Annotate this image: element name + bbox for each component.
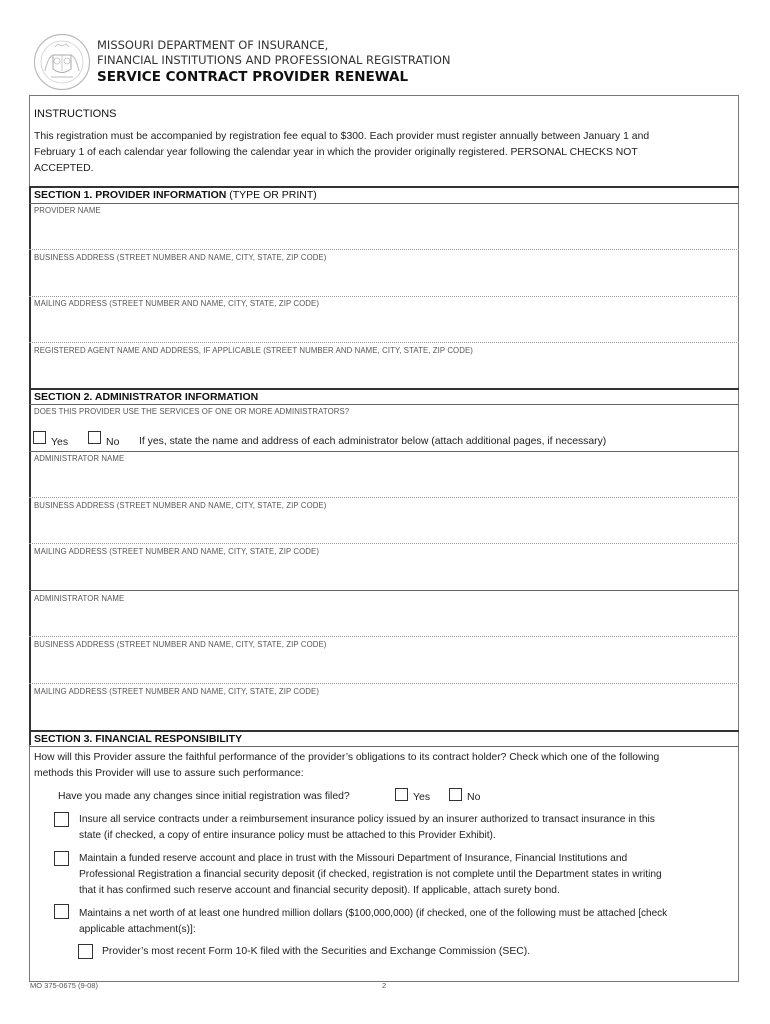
divider <box>29 746 739 747</box>
changes-no-checkbox[interactable] <box>449 788 462 801</box>
divider <box>29 451 739 452</box>
divider <box>29 590 739 591</box>
option2-line-1: Maintain a funded reserve account and place in trust with the Missouri Department of Insurance, Financial Institutions and <box>79 853 628 864</box>
divider <box>29 342 739 343</box>
divider <box>29 249 739 250</box>
changes-question: Have you made any changes since initial registration was filed? <box>58 791 350 802</box>
admin2-name-label: ADMINISTRATOR NAME <box>34 594 125 603</box>
reimbursement-insurance-checkbox[interactable] <box>54 812 69 827</box>
net-worth-checkbox[interactable] <box>54 904 69 919</box>
divider <box>29 296 739 297</box>
division-name: FINANCIAL INSTITUTIONS AND PROFESSIONAL REGISTRATION <box>97 53 451 67</box>
option2-line-2: Professional Registration a financial security deposit (if checked, registration is not complete until the Department states in writing <box>79 869 662 880</box>
form-10k-label: Provider’s most recent Form 10-K filed with the Securities and Exchange Commission (SEC). <box>102 946 531 957</box>
administrators-question: DOES THIS PROVIDER USE THE SERVICES OF ONE OR MORE ADMINISTRATORS? <box>34 407 350 416</box>
section2-left-rule <box>29 388 31 730</box>
divider <box>29 203 739 204</box>
section3-rule <box>29 730 739 732</box>
reimbursement-insurance-option <box>79 812 736 844</box>
section2-heading: SECTION 2. ADMINISTRATOR INFORMATION <box>34 391 259 403</box>
administrators-no-label: No <box>106 436 120 448</box>
form-frame <box>29 95 739 982</box>
divider <box>29 543 739 544</box>
page-number: 2 <box>382 981 387 990</box>
divider <box>29 404 739 405</box>
admin1-business-label: BUSINESS ADDRESS (STREET NUMBER AND NAME, CITY, STATE, ZIP CODE) <box>34 501 327 510</box>
section1-rule <box>29 186 739 188</box>
section3-intro-line-2: methods this Provider will use to assure such performance: <box>34 768 304 779</box>
administrators-no-checkbox[interactable] <box>88 431 101 444</box>
changes-yes-checkbox[interactable] <box>395 788 408 801</box>
admin1-name-label: ADMINISTRATOR NAME <box>34 454 125 463</box>
admin2-business-label: BUSINESS ADDRESS (STREET NUMBER AND NAME, CITY, STATE, ZIP CODE) <box>34 640 327 649</box>
instructions-line-2: February 1 of each calendar year following the calendar year in which the provider originally registered. PERSONAL CHECKS NOT <box>34 147 638 158</box>
option3-line-2: applicable attachment(s)]: <box>79 924 196 935</box>
form-number: MO 375-0675 (9-08) <box>30 981 98 990</box>
registered-agent-label: REGISTERED AGENT NAME AND ADDRESS, IF APPLICABLE (STREET NUMBER AND NAME, CITY, STATE, ZIP CODE) <box>34 346 473 355</box>
option2-line-3: that it has confirmed such reserve account and financial security deposit). If applicable, attach surety bond. <box>79 885 560 896</box>
if-yes-instruction: If yes, state the name and address of each administrator below (attach additional pages, if necessary) <box>139 436 607 447</box>
changes-no-label: No <box>467 791 481 803</box>
administrators-yes-checkbox[interactable] <box>33 431 46 444</box>
admin2-mailing-label: MAILING ADDRESS (STREET NUMBER AND NAME, CITY, STATE, ZIP CODE) <box>34 687 320 696</box>
section3-left-rule <box>29 730 31 745</box>
admin1-mailing-label: MAILING ADDRESS (STREET NUMBER AND NAME, CITY, STATE, ZIP CODE) <box>34 547 320 556</box>
section3-intro-line-1: How will this Provider assure the faithful performance of the provider’s obligations to its contract holder? Check which one of the following <box>34 752 660 763</box>
form-10k-checkbox[interactable] <box>78 944 93 959</box>
option1-line-1: Insure all service contracts under a reimbursement insurance policy issued by an insurer authorized to transact insurance in this <box>79 814 655 825</box>
divider <box>29 497 739 498</box>
provider-name-label: PROVIDER NAME <box>34 206 101 215</box>
mailing-address-label: MAILING ADDRESS (STREET NUMBER AND NAME, CITY, STATE, ZIP CODE) <box>34 299 320 308</box>
option1-line-2: state (if checked, a copy of entire insurance policy must be attached to this Provider Exhibit). <box>79 830 496 841</box>
instructions-line-1: This registration must be accompanied by registration fee equal to $300. Each provider must register annually between January 1 and <box>34 131 650 142</box>
net-worth-option <box>79 906 739 938</box>
instructions-heading: INSTRUCTIONS <box>34 108 117 120</box>
option3-line-1: Maintains a net worth of at least one hundred million dollars ($100,000,000) (if checked, one of the following must be attached [check <box>79 908 668 919</box>
divider <box>29 683 739 684</box>
divider <box>29 636 739 637</box>
funded-reserve-option <box>79 851 736 899</box>
section3-heading: SECTION 3. FINANCIAL RESPONSIBILITY <box>34 733 243 745</box>
changes-yes-label: Yes <box>413 791 431 803</box>
administrators-yes-label: Yes <box>51 436 69 448</box>
instructions-line-3: ACCEPTED. <box>34 163 94 174</box>
funded-reserve-checkbox[interactable] <box>54 851 69 866</box>
section2-rule <box>29 388 739 390</box>
department-name: MISSOURI DEPARTMENT OF INSURANCE, <box>97 38 329 52</box>
form-title: SERVICE CONTRACT PROVIDER RENEWAL <box>97 69 409 85</box>
missouri-seal-icon <box>33 33 91 91</box>
section1-heading: SECTION 1. PROVIDER INFORMATION (TYPE OR PRINT) <box>34 189 317 201</box>
business-address-label: BUSINESS ADDRESS (STREET NUMBER AND NAME, CITY, STATE, ZIP CODE) <box>34 253 327 262</box>
section1-left-rule <box>29 186 31 388</box>
